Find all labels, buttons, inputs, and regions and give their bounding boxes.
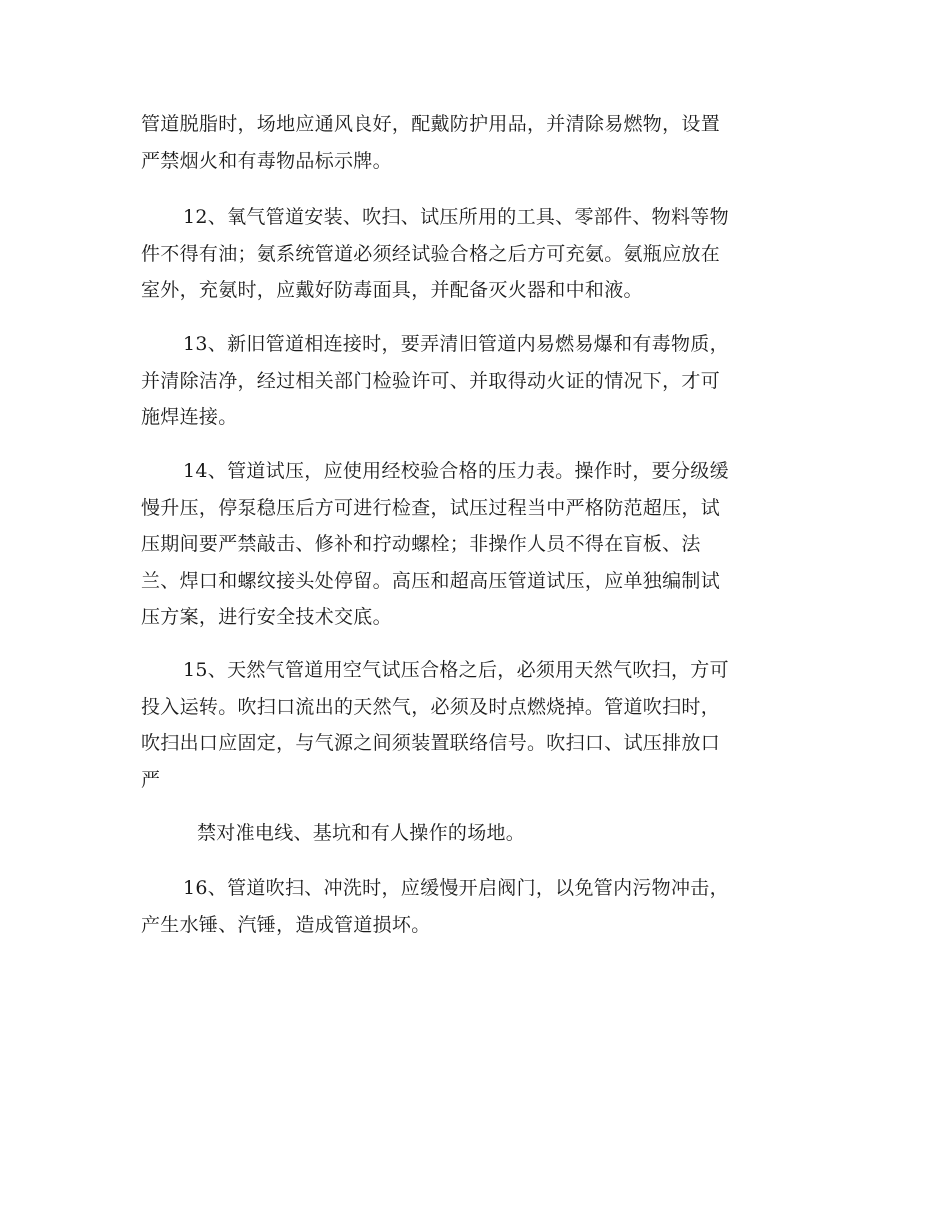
- paragraph-item-14: [141, 453, 801, 636]
- text-line: 慢升压，停泵稳压后方可进行检查，试压过程当中严格防范超压，试: [141, 496, 721, 519]
- text-line: 严: [141, 768, 161, 791]
- text-line: 禁对准电线、基坑和有人操作的场地。: [197, 822, 526, 844]
- paragraph-item-16: [141, 870, 801, 943]
- text-line: 压期间要严禁敲击、修补和拧动螺栓；非操作人员不得在盲板、法: [141, 533, 701, 555]
- text-line: 施焊连接。: [141, 406, 238, 428]
- text-line: 室外，充氨时，应戴好防毒面具，并配备灭火器和中和液。: [141, 279, 643, 301]
- text-line: 并清除洁净，经过相关部门检验许可、并取得动火证的情况下，才可: [141, 369, 721, 392]
- text-line: 管道脱脂时，场地应通风良好，配戴防护用品，并清除易燃物，设置: [141, 113, 721, 135]
- paragraph-pipe-degreasing: [141, 106, 801, 179]
- paragraph-item-13: [141, 326, 801, 436]
- paragraph-item-12: [141, 199, 801, 309]
- text-line: 13、新旧管道相连接时，要弄清旧管道内易燃易爆和有毒物质，: [183, 333, 729, 355]
- paragraph-item-15: [141, 652, 801, 798]
- text-line: 产生水锤、汽锤，造成管道损坏。: [141, 913, 431, 936]
- text-line: 压方案，进行安全技术交底。: [141, 606, 392, 628]
- text-line: 12、氧气管道安装、吹扫、试压所用的工具、零部件、物料等物: [183, 206, 729, 228]
- text-line: 件不得有油；氨系统管道必须经试验合格之后方可充氨。氨瓶应放在: [141, 242, 721, 265]
- text-line: 15、天然气管道用空气试压合格之后，必须用天然气吹扫，方可: [183, 659, 729, 681]
- text-line: 严禁烟火和有毒物品标示牌。: [141, 149, 392, 172]
- text-line: 投入运转。吹扫口流出的天然气，必须及时点燃烧掉。管道吹扫时，: [141, 695, 721, 718]
- text-line: 14、管道试压，应使用经校验合格的压力表。操作时，要分级缓: [183, 460, 729, 482]
- text-line: 16、管道吹扫、冲洗时，应缓慢开启阀门，以免管内污物冲击，: [183, 877, 729, 899]
- text-line: 兰、焊口和螺纹接头处停留。高压和超高压管道试压，应单独编制试: [141, 569, 721, 592]
- text-line: 吹扫出口应固定，与气源之间须装置联络信号。吹扫口、试压排放口: [141, 732, 721, 754]
- paragraph-continuation: [141, 815, 801, 852]
